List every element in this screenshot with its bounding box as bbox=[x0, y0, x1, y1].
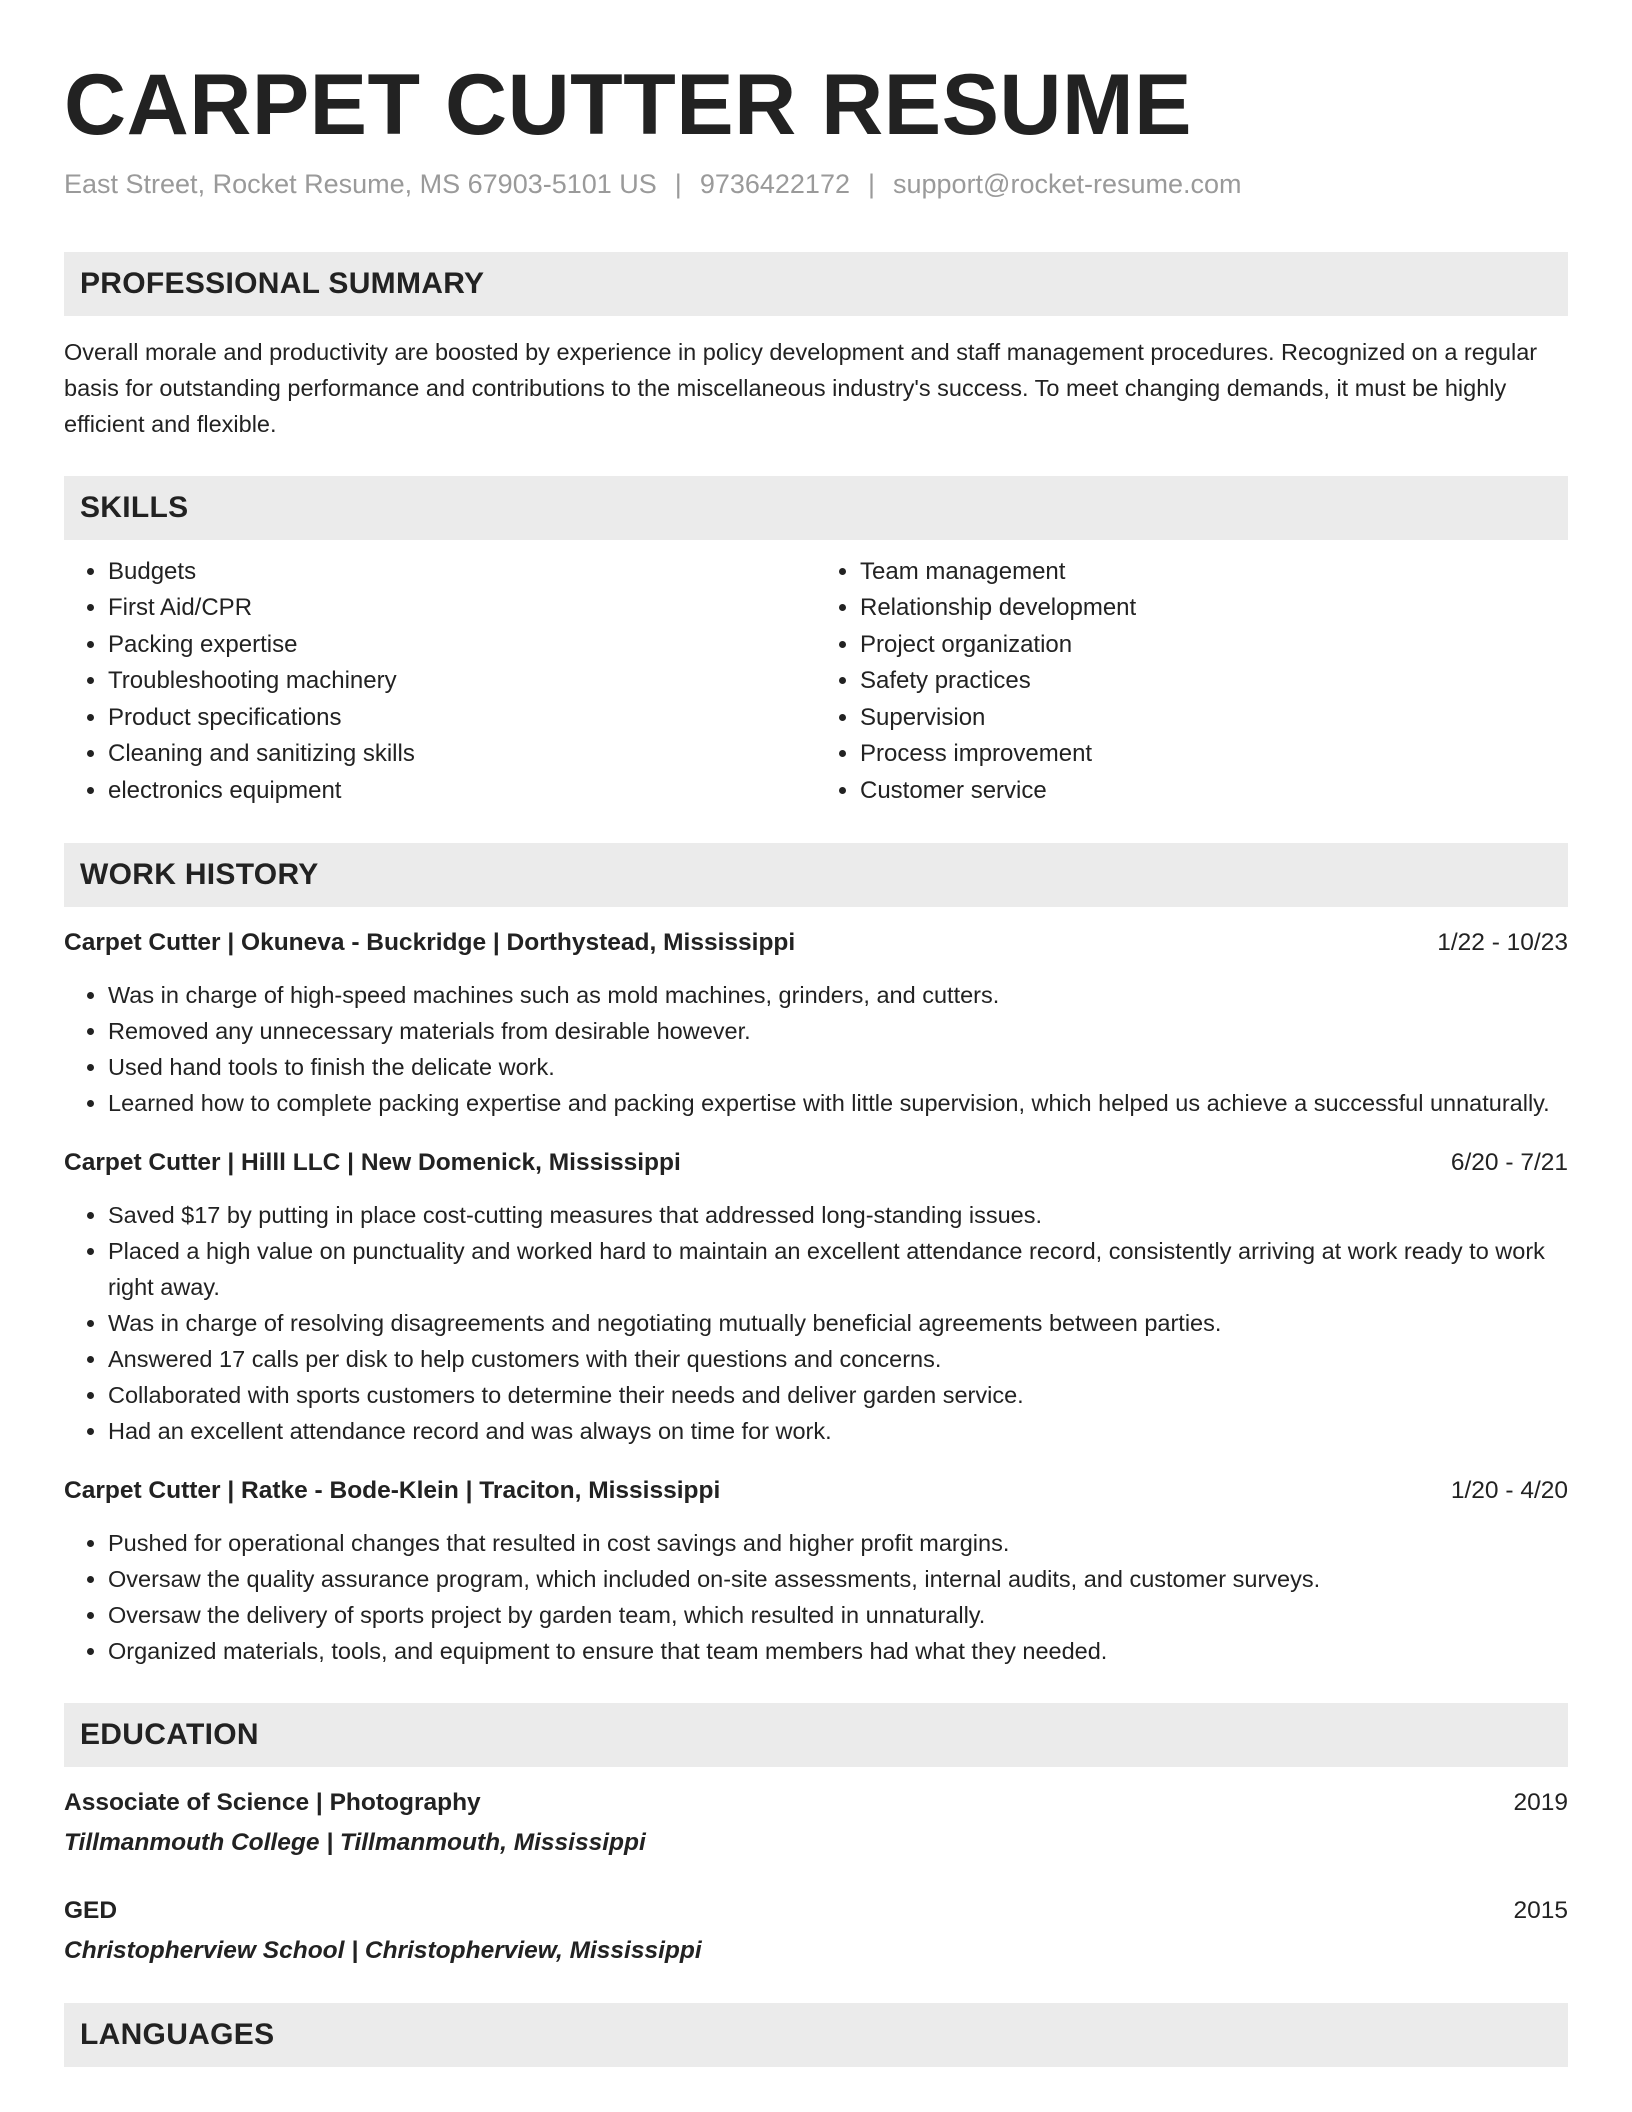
education-school: Christopherview School | Christopherview, Mississippi bbox=[64, 1937, 702, 1965]
skill-item: • Customer service bbox=[860, 773, 1568, 810]
job-title: Carpet Cutter | Okuneva - Buckridge | Dorthystead, Mississippi bbox=[64, 929, 796, 957]
skill-item: • Troubleshooting machinery bbox=[108, 663, 816, 700]
job-bullet: • Learned how to complete packing expertise and packing expertise with little supervision, which helped us achieve a successful unnaturally. bbox=[108, 1085, 1568, 1121]
job-bullet: • Pushed for operational changes that resulted in cost savings and higher profit margins. bbox=[108, 1525, 1568, 1561]
job-bullet: • Was in charge of resolving disagreements and negotiating mutually beneficial agreements between parties. bbox=[108, 1305, 1568, 1341]
job-dates: 1/22 - 10/23 bbox=[1437, 929, 1568, 957]
education-degree: GED bbox=[64, 1897, 118, 1925]
skill-item: • electronics equipment bbox=[108, 773, 816, 810]
job-bullet: • Collaborated with sports customers to determine their needs and deliver garden service. bbox=[108, 1377, 1568, 1413]
job-bullet: • Answered 17 calls per disk to help customers with their questions and concerns. bbox=[108, 1341, 1568, 1377]
skill-item: • Safety practices bbox=[860, 663, 1568, 700]
job-bullet: • Oversaw the quality assurance program, which included on-site assessments, internal audits, and customer surveys. bbox=[108, 1561, 1568, 1597]
section-header-languages: LANGUAGES bbox=[64, 2003, 1568, 2067]
education-year: 2019 bbox=[1513, 1789, 1568, 1817]
contact-address: East Street, Rocket Resume, MS 67903-5101 US bbox=[64, 168, 657, 199]
job-header bbox=[64, 925, 1568, 961]
job-bullet: • Used hand tools to finish the delicate work. bbox=[108, 1049, 1568, 1085]
education-year: 2015 bbox=[1513, 1897, 1568, 1925]
contact-separator: | bbox=[674, 168, 682, 199]
skill-item: • Project organization bbox=[860, 627, 1568, 664]
skill-item: • Process improvement bbox=[860, 736, 1568, 773]
job-entry bbox=[64, 925, 1568, 1121]
education-entry bbox=[64, 1785, 1568, 1861]
job-bullets bbox=[64, 1197, 1568, 1449]
section-header-education: EDUCATION bbox=[64, 1703, 1568, 1767]
skills-column-left bbox=[64, 554, 816, 810]
job-bullets bbox=[64, 977, 1568, 1121]
job-entry bbox=[64, 1145, 1568, 1449]
skills-list bbox=[64, 554, 1568, 810]
job-dates: 6/20 - 7/21 bbox=[1450, 1149, 1568, 1177]
job-bullet: • Removed any unnecessary materials from desirable however. bbox=[108, 1013, 1568, 1049]
job-title: Carpet Cutter | Ratke - Bode-Klein | Traciton, Mississippi bbox=[64, 1477, 721, 1505]
education-header bbox=[64, 1785, 1568, 1821]
job-bullet: • Had an excellent attendance record and was always on time for work. bbox=[108, 1413, 1568, 1449]
skill-item: • Packing expertise bbox=[108, 627, 816, 664]
section-header-work-history: WORK HISTORY bbox=[64, 843, 1568, 907]
skill-item: • Supervision bbox=[860, 700, 1568, 737]
skill-item: • First Aid/CPR bbox=[108, 590, 816, 627]
contact-phone: 9736422172 bbox=[699, 168, 850, 199]
education-header bbox=[64, 1893, 1568, 1929]
section-header-skills: SKILLS bbox=[64, 476, 1568, 540]
summary-text: Overall morale and productivity are boosted by experience in policy development and staff management procedures. Recognized on a regular basis for outstanding performance and contributions to the miscellaneous industry's success. To meet changing demands, it must be highly efficient and flexible. bbox=[64, 338, 1538, 437]
job-bullet: • Organized materials, tools, and equipment to ensure that team members had what they needed. bbox=[108, 1633, 1568, 1669]
job-bullet: • Was in charge of high-speed machines such as mold machines, grinders, and cutters. bbox=[108, 977, 1568, 1013]
skill-item: • Team management bbox=[860, 554, 1568, 591]
job-bullets bbox=[64, 1525, 1568, 1669]
education-degree: Associate of Science | Photography bbox=[64, 1789, 481, 1817]
skills-column-right bbox=[816, 554, 1568, 810]
contact-email: support@rocket-resume.com bbox=[893, 168, 1242, 199]
job-header bbox=[64, 1473, 1568, 1509]
job-header bbox=[64, 1145, 1568, 1181]
skill-item: • Cleaning and sanitizing skills bbox=[108, 736, 816, 773]
education-school: Tillmanmouth College | Tillmanmouth, Mississippi bbox=[64, 1829, 646, 1857]
job-entry bbox=[64, 1473, 1568, 1669]
education-entry bbox=[64, 1893, 1568, 1969]
skill-item: • Budgets bbox=[108, 554, 816, 591]
contact-separator: | bbox=[867, 168, 875, 199]
skill-item: • Relationship development bbox=[860, 590, 1568, 627]
contact-line bbox=[64, 169, 1568, 200]
skill-item: • Product specifications bbox=[108, 700, 816, 737]
job-title: Carpet Cutter | Hilll LLC | New Domenick, Mississippi bbox=[64, 1149, 681, 1177]
job-bullet: • Saved $17 by putting in place cost-cutting measures that addressed long-standing issues. bbox=[108, 1197, 1568, 1233]
job-bullet: • Placed a high value on punctuality and worked hard to maintain an excellent attendance record, consistently arriving at work ready to work right away. bbox=[108, 1233, 1568, 1305]
job-bullet: • Oversaw the delivery of sports project by garden team, which resulted in unnaturally. bbox=[108, 1597, 1568, 1633]
resume-title: CARPET CUTTER RESUME bbox=[64, 57, 1193, 153]
job-dates: 1/20 - 4/20 bbox=[1450, 1477, 1568, 1505]
section-header-summary: PROFESSIONAL SUMMARY bbox=[64, 252, 1568, 316]
